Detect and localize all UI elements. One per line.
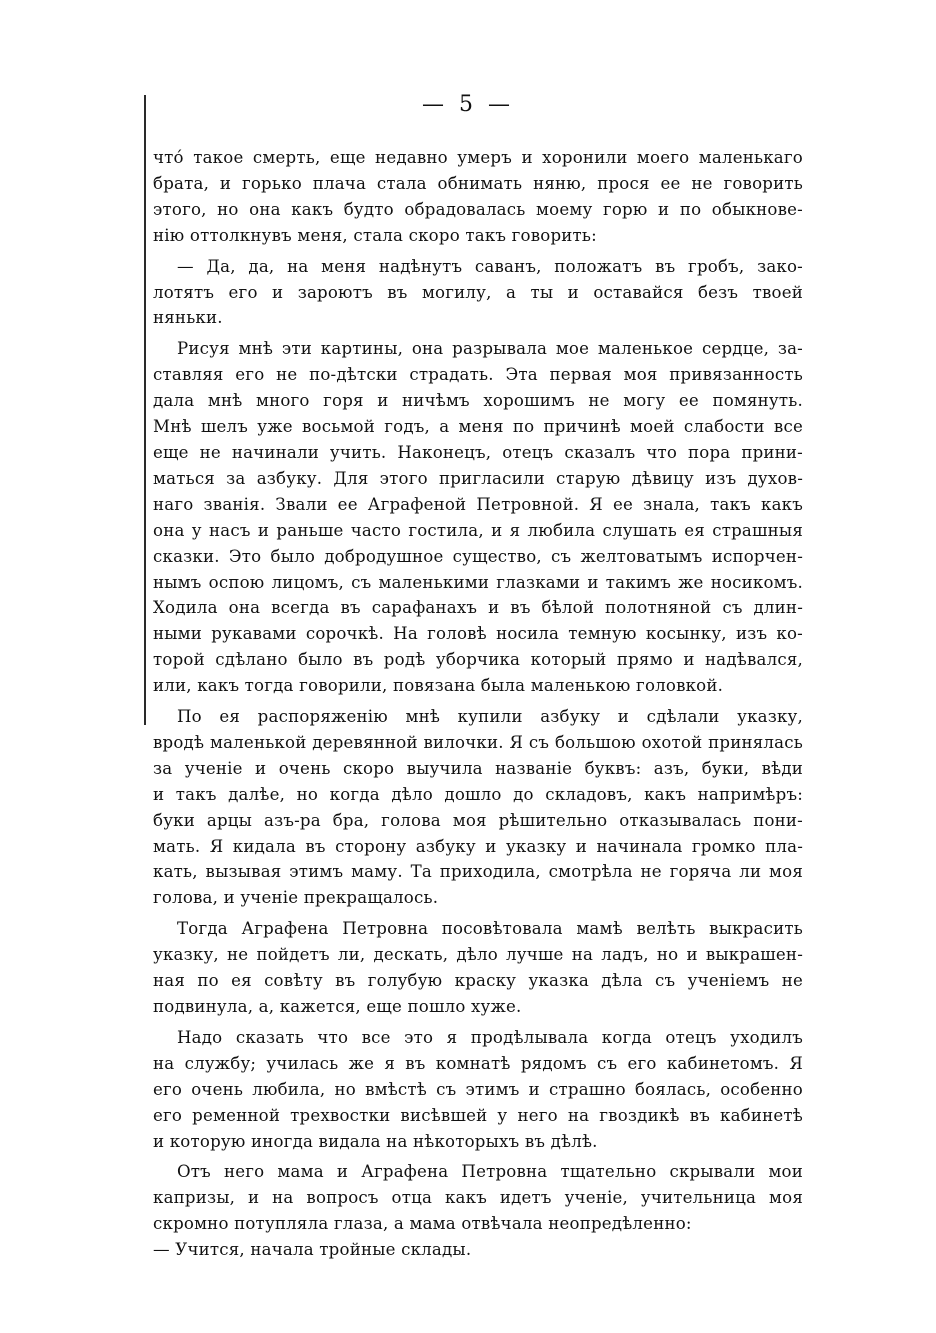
text-line: указку, не пойдетъ ли, дескать, дѣло лучше на ладъ, но и выкрашен- [153, 945, 803, 965]
text-line: скромно потупляла глаза, а мама отвѣчала неопредѣленно: [153, 1214, 692, 1234]
text-line: Рисуя мнѣ эти картины, она разрывала мое маленькое сердце, за- [177, 339, 803, 359]
text-line: что́ такое смерть, еще недавно умеръ и хоронили моего маленькаго [153, 148, 803, 167]
text-line: Мнѣ шелъ уже восьмой годъ, а меня по причинѣ моей слабости все [153, 417, 803, 437]
text-line: нію оттолкнувъ меня, стала скоро такъ говорить: [153, 225, 597, 245]
text-line: — Учится, начала тройные склады. [153, 1240, 472, 1260]
text-line: ными рукавами сорочкѣ. На головѣ носила темную косынку, изъ ко- [153, 624, 803, 644]
text-line: капризы, и на вопросъ отца какъ идетъ ученіе, учительница моя [153, 1188, 803, 1208]
text-line: мать. Я кидала въ сторону азбуку и указку и начинала громко пла- [153, 836, 803, 856]
text-line: или, какъ тогда говорили, повязана была маленькою головкой. [153, 676, 724, 696]
text-line: ная по ея совѣту въ голубую краску указка дѣла съ ученіемъ не [153, 971, 803, 991]
text-line: подвинула, а, кажется, еще пошло хуже. [153, 997, 522, 1016]
text-line: его очень любила, но вмѣстѣ съ этимъ и страшно боялась, особенно [153, 1079, 803, 1099]
text-line: голова, и ученіе прекращалось. [153, 888, 439, 908]
text-line: этого, но она какъ будто обрадовалась моему горю и по обыкнове- [153, 199, 803, 219]
page-text [153, 145, 803, 1263]
text-line: еще не начинали учить. Наконецъ, отецъ сказалъ что пора прини- [153, 442, 803, 462]
text-line: буки арцы азъ-ра бра, голова моя рѣшительно отказывалась пони- [153, 810, 803, 830]
text-line: кать, вызывая этимъ маму. Та приходила, смотрѣла не горяча ли моя [153, 862, 803, 882]
paragraph [153, 704, 803, 911]
text-line: няньки. [153, 308, 223, 328]
text-line: — Да, да, на меня надѣнутъ саванъ, положатъ въ гробъ, зако- [177, 256, 803, 276]
text-line: она у насъ и раньше часто гостила, и я любила слушать ея страшныя [153, 520, 803, 540]
text-line: брата, и горько плача стала обнимать няню, прося ее не говорить [153, 173, 803, 193]
text-line: Ходила она всегда въ сарафанахъ и въ бѣлой полотняной съ длин- [153, 598, 803, 618]
margin-rule [144, 95, 146, 725]
text-line: сказки. Это было добродушное существо, съ желтоватымъ испорчен- [153, 546, 803, 566]
paragraph [153, 254, 803, 332]
text-line: нымъ оспою лицомъ, съ маленькими глазками и такимъ же носикомъ. [153, 572, 803, 592]
paragraph [153, 1025, 803, 1155]
text-line: дала мнѣ много горя и ничѣмъ хорошимъ не могу ее помянуть. [153, 391, 803, 411]
text-line: Отъ него мама и Аграфена Петровна тщательно скрывали мои [177, 1162, 803, 1182]
text-line: маться за азбуку. Для этого пригласили старую дѣвицу изъ духов- [153, 468, 803, 488]
text-line: лотятъ его и зароютъ въ могилу, а ты и оставайся безъ твоей [153, 282, 803, 302]
text-line: за ученіе и очень скоро выучила названіе буквъ: азъ, буки, вѣди [153, 758, 803, 778]
text-line: Надо сказать что все это я продѣлывала когда отецъ уходилъ [177, 1027, 803, 1047]
text-line: По ея распоряженію мнѣ купили азбуку и сдѣлали указку, [177, 707, 803, 727]
page-number: — 5 — [422, 92, 514, 117]
text-line: торой сдѣлано было въ родѣ уборчика который прямо и надѣвался, [153, 650, 803, 670]
text-line: и такъ далѣе, но когда дѣло дошло до складовъ, какъ напримѣръ: [153, 784, 803, 804]
text-line: наго званія. Звали ее Аграфеной Петровной. Я ее знала, такъ какъ [153, 494, 803, 514]
text-line: его ременной трехвостки висѣвшей у него на гвоздикѣ въ кабинетѣ [153, 1105, 803, 1125]
text-line: ставляя его не по-дѣтски страдать. Эта первая моя привязанность [153, 365, 803, 385]
paragraph [153, 916, 803, 1020]
paragraph [153, 336, 803, 699]
text-line: вродѣ маленькой деревянной вилочки. Я съ большою охотой принялась [153, 732, 803, 752]
text-line: на службу; училась же я въ комнатѣ рядомъ съ его кабинетомъ. Я [153, 1053, 803, 1073]
paragraph [153, 1159, 803, 1263]
text-line: и которую иногда видала на нѣкоторыхъ въ дѣлѣ. [153, 1131, 598, 1151]
text-line: Тогда Аграфена Петровна посовѣтовала мамѣ велѣть выкрасить [177, 919, 803, 939]
paragraph [153, 145, 803, 249]
